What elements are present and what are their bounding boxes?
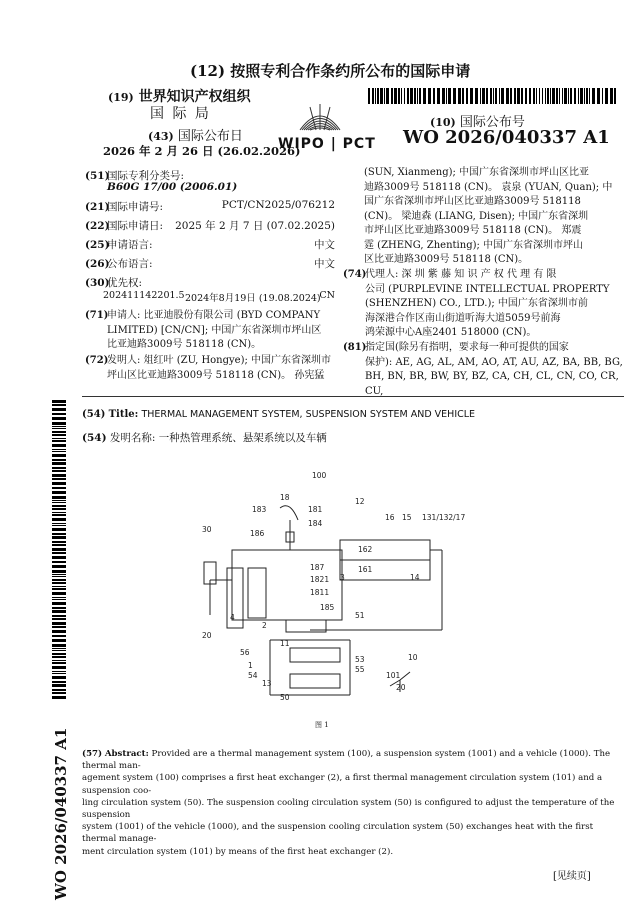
applicant-line: 申请人: 比亚迪股份有限公司 (BYD COMPANY: [107, 310, 321, 321]
label: 申请语言:: [107, 239, 153, 251]
applicant-line: 比亚迪路3009号 518118 (CN)。: [107, 339, 262, 350]
abstract-line: Provided are a thermal management system (100), a suspension system (1001) and a vehicle (1000). The thermal man-: [82, 749, 611, 772]
figure-label: 2: [262, 621, 267, 630]
abstract-line: ment circulation system (101) by means of the first heat exchanger (2).: [82, 846, 394, 857]
inventor-line: 霆 (ZHENG, Zhenting); 中国广东省深圳市坪山: [364, 239, 584, 251]
figure-label: 53: [355, 655, 365, 664]
agent-line: 鸿荣源中心A座2401 518000 (CN)。: [365, 327, 537, 338]
figure-label: 101: [386, 671, 401, 680]
figure-label: 185: [320, 603, 335, 612]
code: (21): [85, 201, 110, 213]
figure-label: 162: [358, 545, 373, 554]
figure-label: 13: [262, 679, 272, 688]
figure-label: 4: [230, 613, 235, 622]
abstract-label: Abstract:: [104, 749, 149, 759]
priority-date: 2024年8月19日 (19.08.2024): [185, 293, 321, 304]
figure-label: 51: [355, 611, 365, 620]
agent-line: 海深港合作区南山街道听海大道5059号前海: [365, 312, 561, 324]
figure-label: 183: [252, 505, 267, 514]
barcode: [368, 88, 616, 104]
value: 2025 年 2 月 7 日 (07.02.2025): [175, 220, 335, 232]
biblio-row-25: [85, 237, 335, 253]
label: 国际申请日:: [107, 220, 164, 232]
barcode-icon: [368, 88, 616, 104]
label: 公布语言:: [107, 258, 153, 270]
code: (25): [85, 239, 110, 251]
figure-1: [190, 460, 466, 735]
inventor-line: (SUN, Xianmeng); 中国广东省深圳市坪山区比亚: [364, 167, 590, 178]
title-label: Title:: [108, 409, 139, 420]
figure-caption: 图 1: [315, 721, 329, 729]
inventor-line: 迪路3009号 518118 (CN)。 袁泉 (YUAN, Quan); 中: [364, 181, 613, 193]
figure-label: 3: [340, 573, 345, 582]
figure-label: 186: [250, 529, 265, 538]
code: (26): [85, 258, 110, 270]
title-text: 一种热管理系统、悬架系统以及车辆: [158, 432, 327, 444]
figure-label: 15: [402, 513, 412, 522]
code: (51): [85, 170, 110, 182]
pubno-value: WO 2026/040337 A1: [403, 127, 610, 148]
code: (30): [85, 277, 110, 289]
designated-block: [343, 341, 625, 399]
value: 中文: [314, 239, 335, 251]
pubno-label: 国际公布号: [459, 115, 525, 130]
code: (74): [343, 269, 367, 280]
figure-label: 184: [308, 519, 323, 528]
figure-label: 12: [355, 497, 365, 506]
pubdate-label: 国际公布日: [177, 129, 243, 144]
designated-line: BH, BN, BR, BW, BY, BZ, CA, CH, CL, CN, CO, CR, CU,: [365, 371, 619, 397]
abstract-block: [82, 748, 627, 858]
inventor-block: [85, 354, 340, 383]
abstract-line: system (1001) of the vehicle (1000), and the suspension cooling circulation system (50) exchanges heat with the first thermal manage-: [82, 822, 594, 845]
label: 国际专利分类号:: [107, 170, 185, 182]
label: 优先权:: [107, 277, 143, 289]
agent-line: 公司 (PURPLEVINE INTELLECTUAL PROPERTY: [365, 283, 610, 295]
biblio-row-priority: [103, 290, 335, 306]
figure-label: 20: [396, 683, 406, 692]
figure-label: 1811: [310, 588, 330, 597]
figure-label: 161: [358, 565, 373, 574]
title-text: THERMAL MANAGEMENT SYSTEM, SUSPENSION SYSTEM AND VEHICLE: [141, 409, 476, 420]
designated-line: 保护): AE, AG, AL, AM, AO, AT, AU, AZ, BA, BB, BG,: [365, 356, 623, 368]
label: 100: [312, 471, 327, 480]
side-barcode: [52, 400, 66, 700]
figure-label: 181: [308, 505, 323, 514]
figure-label: 56: [240, 648, 250, 657]
figure-label: 54: [248, 671, 258, 680]
label: 国际申请号:: [107, 201, 164, 213]
title-en: [82, 409, 475, 420]
biblio-row-30: [85, 275, 335, 291]
title-zh: [82, 430, 327, 445]
figure-label: 10: [408, 653, 418, 662]
ipc-value: B60G 17/00 (2006.01): [107, 181, 238, 193]
inventor-line: 坪山区比亚迪路3009号 518118 (CN)。 孙宪猛: [107, 369, 325, 381]
biblio-row-ipc: [107, 181, 357, 197]
pubdate-value: 2026 年 2 月 26 日 (26.02.2026): [103, 144, 301, 158]
inventor-continued: [364, 166, 624, 268]
figure-label: 11: [280, 639, 290, 648]
figure-label: 14: [410, 573, 420, 582]
agent-line: (SHENZHEN) CO., LTD.); 中国广东省深圳市前: [365, 298, 588, 309]
value: 中文: [314, 258, 335, 270]
barcode-icon: [52, 400, 66, 700]
code: (54): [82, 432, 107, 444]
code: (72): [85, 355, 109, 366]
document-title: (12) 按照专利合作条约所公布的国际申请: [190, 62, 471, 80]
pubno-code: (10): [430, 116, 456, 129]
code: (81): [343, 342, 367, 353]
code: (22): [85, 220, 110, 232]
code: (54): [82, 409, 106, 420]
figure-label: 1821: [310, 575, 330, 584]
applicant-block: [85, 309, 340, 353]
org-sub: 国 际 局: [150, 106, 211, 122]
figure-label: 18: [280, 493, 290, 502]
title-label: 发明名称:: [109, 432, 156, 444]
priority-number: 202411142201.5: [103, 290, 185, 301]
figure-label: 16: [385, 513, 395, 522]
abstract-line: agement system (100) comprises a first heat exchanger (2), a first thermal management circulation system (101) and a suspension coo-: [82, 773, 603, 796]
biblio-row-21: [85, 199, 335, 215]
org-name: 世界知识产权组织: [138, 89, 251, 105]
side-pubno: WO 2026/040337 A1: [52, 727, 70, 900]
schematic-diagram: [190, 460, 466, 735]
figure-label: 20: [202, 631, 212, 640]
biblio-row-22: [85, 218, 335, 234]
inventor-line: (CN)。 梁迪森 (LIANG, Disen); 中国广东省深圳: [364, 210, 589, 222]
figure-label: 131/132/17: [422, 513, 466, 522]
code: (57): [82, 749, 103, 759]
biblio-row-26: [85, 256, 335, 272]
figure-label: 1: [248, 661, 253, 670]
agent-block: [343, 268, 623, 341]
inventor-line: 发明人: 俎红叶 (ZU, Hongye); 中国广东省深圳市: [107, 355, 332, 366]
inventor-line: 国广东省深圳市坪山区比亚迪路3009号 518118: [364, 196, 581, 207]
inventor-line: 市坪山区比亚迪路3009号 518118 (CN)。 郑震: [364, 225, 582, 236]
code: (71): [85, 310, 109, 321]
continued-note: [见续页]: [553, 871, 591, 882]
figure-label: 30: [202, 525, 212, 534]
applicant-line: LIMITED) [CN/CN]; 中国广东省深圳市坪山区: [107, 324, 322, 336]
agent-line: 代理人: 深 圳 紫 藤 知 识 产 权 代 理 有 限: [365, 269, 557, 280]
figure-label: 55: [355, 665, 365, 674]
org-code: (19): [108, 91, 134, 104]
abstract-line: ling circulation system (50). The suspension cooling circulation system (50) is configured to adjust the temperature of the suspension: [82, 797, 615, 821]
divider: [82, 396, 624, 397]
figure-label: 187: [310, 563, 325, 572]
value: PCT/CN2025/076212: [221, 199, 335, 211]
wipo-logo-text: WIPO | PCT: [278, 136, 376, 152]
figure-label: 50: [280, 693, 290, 702]
priority-country: CN: [319, 290, 335, 301]
pubdate-block: [148, 125, 243, 144]
inventor-line: 区比亚迪路3009号 518118 (CN)。: [364, 254, 529, 265]
designated-line: 指定国(除另有指明，要求每一种可提供的国家: [365, 342, 569, 353]
pubdate-code: (43): [148, 130, 174, 143]
